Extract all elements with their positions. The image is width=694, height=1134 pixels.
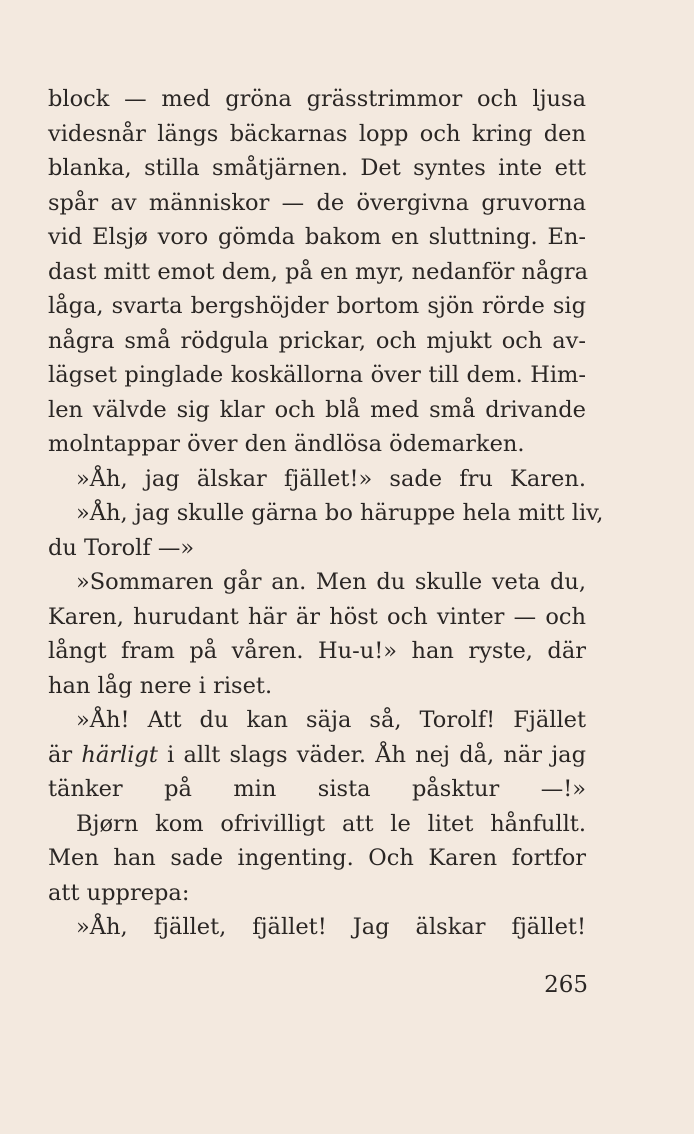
text-line: »Åh, jag älskar fjället!» sade fru Karen.	[76, 465, 586, 492]
text-segment: är	[48, 741, 82, 768]
text-line: han låg nere i riset.	[48, 672, 273, 699]
text-line: lägset pinglade koskällorna över till dem. Him-	[48, 362, 586, 388]
text-line: »Åh, jag skulle gärna bo häruppe hela mitt liv,	[76, 500, 604, 526]
text-line: block — med gröna grässtrimmor och ljusa	[48, 86, 586, 112]
text-line-italic	[48, 738, 586, 773]
text-line: blanka, stilla småtjärnen. Det syntes inte ett	[48, 155, 586, 181]
text-line: videsnår längs bäckarnas lopp och kring den	[48, 120, 586, 147]
text-line: dast mitt emot dem, på en myr, nedanför några	[48, 258, 589, 285]
text-line: några små rödgula prickar, och mjukt och av-	[48, 327, 586, 354]
text-line: molntappar över den ändlösa ödemarken.	[48, 431, 525, 457]
text-line: Bjørn kom ofrivilligt att le litet hånfullt.	[76, 810, 586, 837]
italic-word: härligt	[81, 741, 158, 768]
text-line: Karen, hurudant här är höst och vinter — och	[48, 603, 586, 630]
text-line: låga, svarta bergshöjder bortom sjön rörde sig	[48, 293, 586, 319]
text-line: »Sommaren går an. Men du skulle veta du,	[76, 569, 586, 595]
text-line: tänker på min sista påsktur —!»	[48, 776, 586, 802]
text-line: långt fram på våren. Hu-u!» han ryste, där	[48, 638, 586, 664]
text-line: Men han sade ingenting. Och Karen fortfor	[48, 845, 586, 871]
text-line: vid Elsjø voro gömda bakom en sluttning. En-	[48, 224, 586, 250]
page-number: 265	[544, 972, 588, 998]
text-segment: i allt slags väder. Åh nej då, när jag	[157, 741, 587, 768]
text-line: len välvde sig klar och blå med små drivande	[48, 396, 586, 423]
text-line: »Åh! Att du kan säja så, Torolf! Fjället	[76, 707, 586, 733]
text-line: att upprepa:	[48, 879, 190, 906]
body-text	[48, 82, 604, 945]
text-line: spår av människor — de övergivna gruvorna	[48, 189, 586, 216]
text-line: »Åh, fjället, fjället! Jag älskar fjället!	[76, 914, 586, 940]
text-line: du Torolf —»	[48, 534, 195, 561]
